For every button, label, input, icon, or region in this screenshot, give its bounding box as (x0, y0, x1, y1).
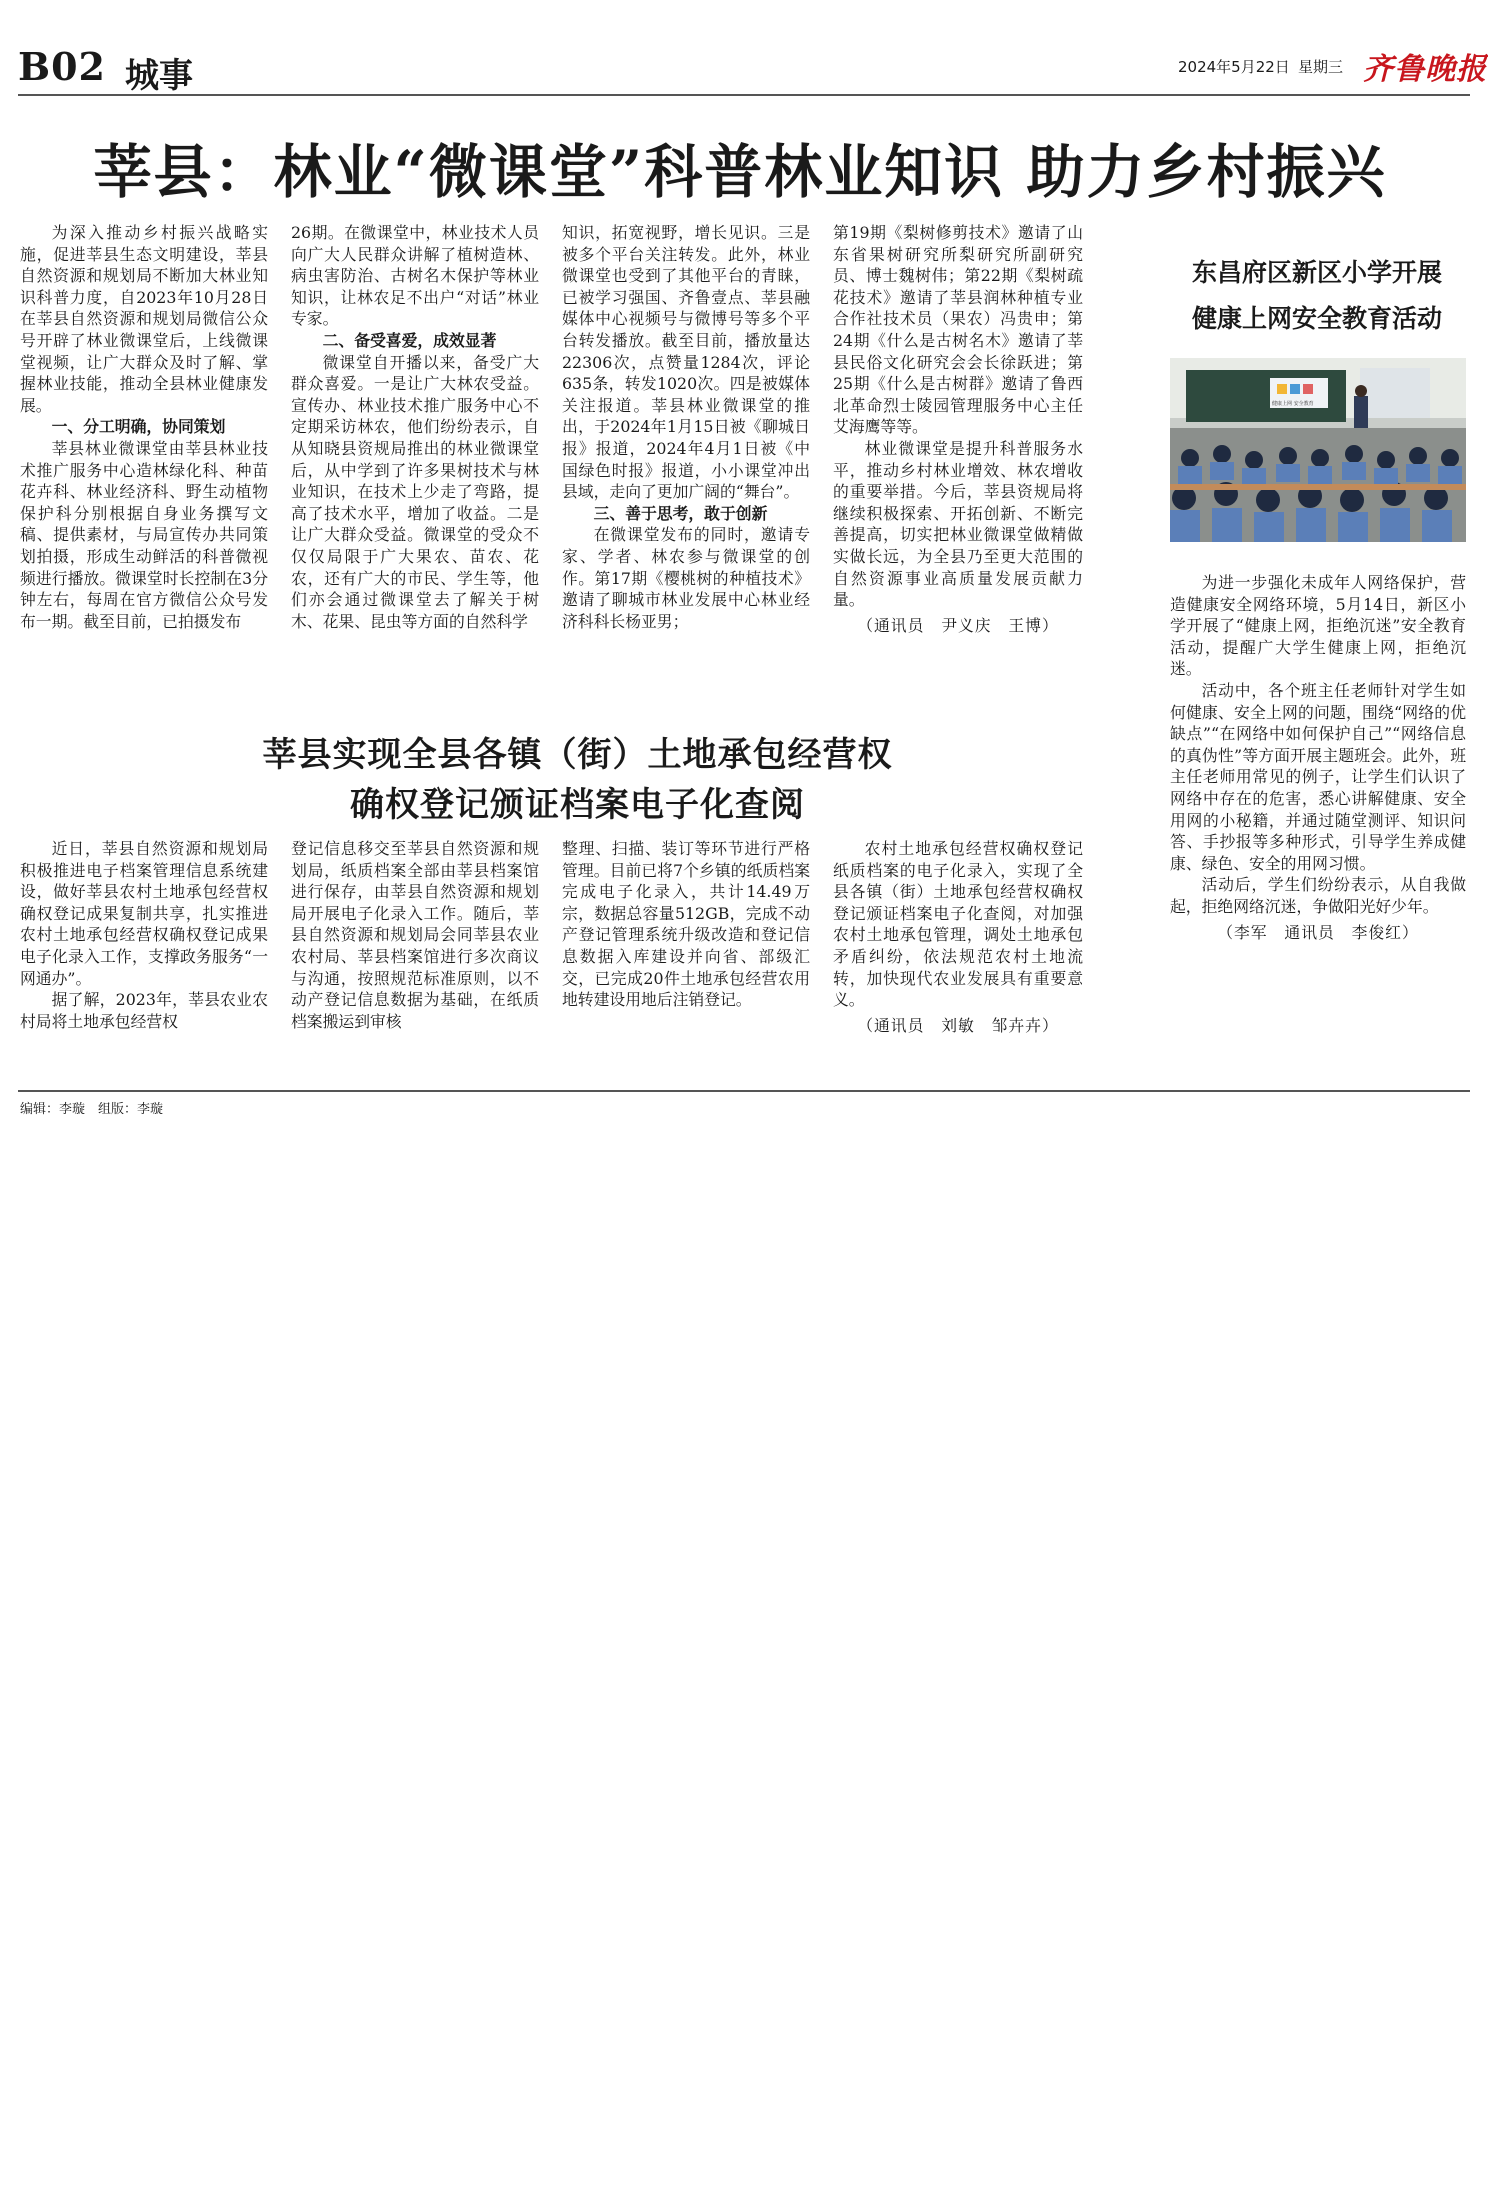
paragraph: 整理、扫描、装订等环节进行严格管理。目前已将7个乡镇的纸质档案完成电子化录入，共计14.49万宗，数据总容量512GB，完成不动产登记管理系统升级改造和登记信息数据入库建设并向省、部级汇交，已完成20件土地承包经营农用地转建设用地后注销登记。 (562, 839, 810, 1010)
paragraph: 登记信息移交至莘县自然资源和规划局，纸质档案全部由莘县档案馆进行保存，由莘县自然资源和规划局开展电子化录入工作。随后，莘县自然资源和规划局会同莘县农业农村局、莘县档案馆进行多次商议与沟通，按照规范标准原则，以不动产登记信息数据为基础，在纸质档案搬运到审核 (291, 839, 539, 1031)
article2-headline-line2: 确权登记颁证档案电子化查阅 (350, 785, 805, 825)
byline: （李军 通讯员 李俊红） (1217, 922, 1419, 942)
paragraph: 微课堂自开播以来，备受广大群众喜爱。一是让广大林农受益。宣传办、林业技术推广服务中心不定期采访林农，他们纷纷表示，自从知晓县资规局推出的林业微课堂后，从中学到了许多果树技术与林业知识，在技术上少走了弯路，提高了技术水平，增加了收益。二是让广大群众受益。微课堂的受众不仅仅局限于广大果农、苗农、花农，还有广大的市民、学生等，他们亦会通过微课堂去了解关于树木、花果、昆虫等方面的自然科学 (291, 352, 539, 631)
paragraph: 在微课堂发布的同时，邀请专家、学者、林农参与微课堂的创作。第17期《樱桃树的种植技术》邀请了聊城市林业发展中心林业经济科科长杨亚男； (562, 525, 810, 631)
page-code: B02 (18, 44, 106, 89)
article1-column-1 (20, 222, 268, 632)
article2-column-1 (20, 838, 268, 1032)
section-name: 城事 (125, 56, 193, 96)
byline: （通讯员 尹义庆 王博） (857, 615, 1059, 635)
header-divider (18, 94, 1470, 96)
sidebar-body (1170, 572, 1466, 943)
article1-column-2 (291, 222, 539, 632)
article2-column-2 (291, 838, 539, 1032)
article1-headline: 莘县：林业“微课堂”科普林业知识 助力乡村振兴 (93, 138, 1387, 206)
editor-credit: 编辑：李璇 组版：李璇 (20, 1102, 164, 1117)
article2-column-4 (833, 838, 1083, 1036)
paragraph: 活动中，各个班主任老师针对学生如何健康、安全上网的问题，围绕“网络的优缺点”“在网络中如何保护自己”“网络信息的真伪性”等方面开展主题班会。此外，班主任老师用常见的例子，让学生们认识了网络中存在的危害，悉心讲解健康、安全用网的小秘籍，并通过随堂测评、知识问答、手抄报等多种形式，引导学生养成健康、绿色、安全的用网习惯。 (1170, 680, 1466, 873)
sidebar-headline (1167, 250, 1467, 342)
issue-weekday: 星期三 (1298, 58, 1344, 76)
newspaper-logo: 齐鲁晚报 (1363, 52, 1487, 87)
paragraph: 莘县林业微课堂由莘县林业技术推广服务中心造林绿化科、种苗花卉科、林业经济科、野生动植物保护科分别根据自身业务撰写文稿、提供素材，与局宣传办共同策划拍摄，形成生动鲜活的科普微视频进行播放。微课堂时长控制在3分钟左右，每周在官方微信公众号发布一期。截至目前，已拍摄发布 (20, 438, 268, 631)
article2-headline (20, 730, 1135, 830)
sidebar-headline-line1: 东昌府区新区小学开展 (1191, 258, 1442, 287)
paragraph: 26期。在微课堂中，林业技术人员向广大人民群众讲解了植树造林、病虫害防治、古树名木保护等林业知识，让林农足不出户“对话”林业专家。 (291, 223, 539, 329)
paragraph: 第19期《梨树修剪技术》邀请了山东省果树研究所梨研究所副研究员、博士魏树伟；第22期《梨树疏花技术》邀请了莘县润林种植专业合作社技术员（果农）冯贵申；第24期《什么是古树名木》邀请了莘县民俗文化研究会会长徐跃进；第25期《什么是古树群》邀请了鲁西北革命烈士陵园管理服务中心主任艾海鹰等等。 (833, 223, 1083, 437)
article1-column-3 (562, 222, 810, 632)
footer-divider (18, 1090, 1470, 1092)
byline: （通讯员 刘敏 邹卉卉） (857, 1015, 1059, 1035)
article2-column-3 (562, 838, 810, 1011)
classroom-photo (1170, 358, 1466, 542)
subheading: 二、备受喜爱，成效显著 (322, 330, 497, 350)
paragraph: 近日，莘县自然资源和规划局积极推进电子档案管理信息系统建设，做好莘县农村土地承包经营权确权登记成果复制共享，扎实推进农村土地承包经营权确权登记成果电子化录入工作，支撑政务服务“一网通办”。 (20, 839, 268, 988)
issue-date: 2024年5月22日 (1178, 58, 1290, 76)
sidebar-headline-line2: 健康上网安全教育活动 (1191, 304, 1442, 333)
paragraph: 知识，拓宽视野，增长见识。三是被多个平台关注转发。此外，林业微课堂也受到了其他平台的青睐，已被学习强国、齐鲁壹点、莘县融媒体中心视频号与微博号等多个平台转发播放。截至目前，播放量达22306次，点赞量1284次，评论635条，转发1020次。四是被媒体关注报道。莘县林业微课堂的推出，于2024年1月15日被《聊城日报》报道，2024年4月1日被《中国绿色时报》报道，小小课堂冲出县域，走向了更加广阔的“舞台”。 (562, 223, 810, 502)
paragraph: 林业微课堂是提升科普服务水平，推动乡村林业增效、林农增收的重要举措。今后，莘县资规局将继续积极探索、开拓创新、不断完善提高，切实把林业微课堂做精做实做长远，为全县乃至更大范围的自然资源事业高质量发展贡献力量。 (833, 438, 1083, 610)
paragraph: 农村土地承包经营权确权登记纸质档案的电子化录入，实现了全县各镇（街）土地承包经营权确权登记颁证档案电子化查阅，对加强农村土地承包管理，调处土地承包矛盾纠纷，依法规范农村土地流转，加快现代农业发展具有重要意义。 (833, 839, 1083, 1010)
subheading: 一、分工明确，协同策划 (51, 417, 226, 437)
subheading: 三、善于思考，敢于创新 (593, 503, 768, 523)
paragraph: 据了解，2023年，莘县农业农村局将土地承包经营权 (20, 990, 268, 1031)
paragraph: 为深入推动乡村振兴战略实施，促进莘县生态文明建设，莘县自然资源和规划局不断加大林业知识科普力度，自2023年10月28日在莘县自然资源和规划局微信公众号开辟了林业微课堂后，上线微课堂视频，让广大群众及时了解、掌握林业技能，推动全县林业健康发展。 (20, 223, 268, 415)
photo-slide-title: 健康上网 安全教育 (1272, 401, 1314, 407)
article2-headline-line1: 莘县实现全县各镇（街）土地承包经营权 (262, 735, 893, 775)
paragraph: 活动后，学生们纷纷表示，从自我做起，拒绝网络沉迷，争做阳光好少年。 (1170, 875, 1466, 916)
paragraph: 为进一步强化未成年人网络保护，营造健康安全网络环境，5月14日，新区小学开展了“健康上网，拒绝沉迷”安全教育活动，提醒广大学生健康上网，拒绝沉迷。 (1170, 573, 1466, 679)
article1-column-4 (833, 222, 1083, 636)
